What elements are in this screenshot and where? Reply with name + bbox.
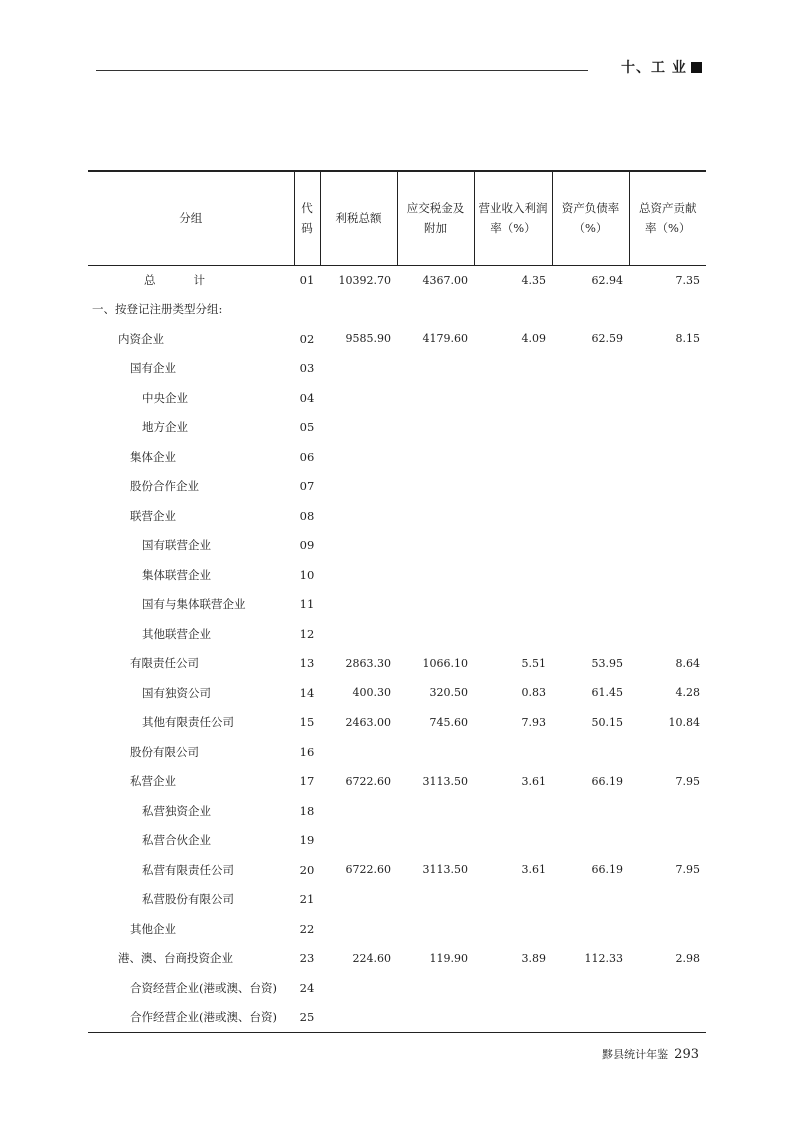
table-row xyxy=(88,944,706,974)
row-label: 私营企业 xyxy=(130,774,176,789)
row-code: 19 xyxy=(299,833,315,848)
row-debt-ratio xyxy=(552,442,629,472)
row-taxes-payable: 745.60 xyxy=(429,715,468,729)
row-taxes-payable xyxy=(397,914,474,944)
row-code: 24 xyxy=(299,980,315,995)
row-profit-margin: 5.51 xyxy=(521,656,546,670)
row-total-tax-profit xyxy=(320,295,397,325)
row-label: 内资企业 xyxy=(118,331,164,346)
row-total-tax-profit xyxy=(320,354,397,384)
row-asset-contribution xyxy=(629,619,706,649)
row-code: 13 xyxy=(299,656,315,671)
row-profit-margin xyxy=(474,619,552,649)
row-taxes-payable xyxy=(397,826,474,856)
row-code: 09 xyxy=(299,538,315,553)
row-total-tax-profit xyxy=(320,1003,397,1033)
row-code: 25 xyxy=(294,1003,320,1033)
row-taxes-payable xyxy=(397,413,474,443)
row-total-tax-profit xyxy=(320,973,397,1003)
row-debt-ratio: 62.59 xyxy=(591,332,623,346)
row-total-tax-profit: 6722.60 xyxy=(345,774,391,788)
section-title xyxy=(621,57,702,77)
row-debt-ratio xyxy=(552,796,629,826)
row-label: 中央企业 xyxy=(142,390,188,405)
row-asset-contribution xyxy=(629,1003,706,1033)
row-label: 国有企业 xyxy=(130,361,176,376)
row-label: 有限责任公司 xyxy=(130,656,199,671)
row-code: 10 xyxy=(299,567,315,582)
row-asset-contribution xyxy=(629,560,706,590)
row-asset-contribution: 8.15 xyxy=(675,332,700,346)
row-debt-ratio: 50.15 xyxy=(591,715,623,729)
row-total-tax-profit xyxy=(320,531,397,561)
row-debt-ratio xyxy=(552,413,629,443)
row-total-tax-profit: 10392.70 xyxy=(338,273,391,287)
row-label: 私营有限责任公司 xyxy=(142,862,234,877)
table-row xyxy=(88,383,706,413)
row-code: 18 xyxy=(299,803,315,818)
row-asset-contribution xyxy=(629,383,706,413)
row-asset-contribution: 2.98 xyxy=(675,951,700,965)
row-debt-ratio xyxy=(552,914,629,944)
row-asset-contribution: 4.28 xyxy=(675,686,700,700)
footer-book-title: 黟县统计年鉴 xyxy=(602,1048,669,1061)
row-code: 21 xyxy=(299,892,315,907)
row-label: 私营合伙企业 xyxy=(142,833,211,848)
table-row xyxy=(88,442,706,472)
row-asset-contribution: 7.95 xyxy=(675,774,700,788)
row-total-tax-profit: 224.60 xyxy=(352,951,391,965)
table-row xyxy=(88,265,706,295)
row-taxes-payable: 1066.10 xyxy=(422,656,468,670)
row-asset-contribution xyxy=(629,737,706,767)
row-total-tax-profit: 2863.30 xyxy=(345,656,391,670)
row-taxes-payable xyxy=(397,737,474,767)
row-label: 其他有限责任公司 xyxy=(142,715,234,730)
row-taxes-payable: 3113.50 xyxy=(422,863,468,877)
col-header-code: 代码 xyxy=(294,171,320,265)
row-code: 23 xyxy=(299,951,315,966)
row-taxes-payable xyxy=(397,442,474,472)
row-debt-ratio xyxy=(552,973,629,1003)
table-row xyxy=(88,472,706,502)
row-label: 地方企业 xyxy=(142,420,188,435)
row-total-tax-profit xyxy=(320,442,397,472)
row-taxes-payable xyxy=(397,796,474,826)
row-total-tax-profit xyxy=(320,413,397,443)
black-square-icon xyxy=(691,62,702,73)
row-total-tax-profit: 2463.00 xyxy=(345,715,391,729)
row-label: 国有独资公司 xyxy=(142,685,211,700)
row-total-tax-profit: 400.30 xyxy=(352,686,391,700)
row-taxes-payable xyxy=(397,295,474,325)
row-debt-ratio: 112.33 xyxy=(584,951,623,965)
table-row xyxy=(88,531,706,561)
row-total-tax-profit xyxy=(320,826,397,856)
row-code: 04 xyxy=(299,390,315,405)
row-label: 集体企业 xyxy=(130,449,176,464)
row-asset-contribution xyxy=(629,973,706,1003)
row-label: 国有联营企业 xyxy=(142,538,211,553)
table-row xyxy=(88,649,706,679)
row-debt-ratio xyxy=(552,531,629,561)
table-header-row xyxy=(88,171,706,265)
row-code: 03 xyxy=(299,361,315,376)
row-label: 其他联营企业 xyxy=(142,626,211,641)
section-title-text: 十、工 业 xyxy=(621,60,687,76)
row-debt-ratio: 61.45 xyxy=(591,686,623,700)
row-asset-contribution xyxy=(629,826,706,856)
row-debt-ratio xyxy=(552,383,629,413)
row-debt-ratio: 62.94 xyxy=(591,273,623,287)
row-debt-ratio xyxy=(552,501,629,531)
row-taxes-payable xyxy=(397,354,474,384)
row-taxes-payable: 3113.50 xyxy=(422,774,468,788)
row-label: 合作经营企业(港或澳、台资) xyxy=(88,1003,294,1033)
row-total-tax-profit xyxy=(320,619,397,649)
row-asset-contribution xyxy=(629,914,706,944)
row-label: 私营独资企业 xyxy=(142,803,211,818)
row-asset-contribution xyxy=(629,501,706,531)
row-profit-margin xyxy=(474,826,552,856)
table-row xyxy=(88,826,706,856)
row-taxes-payable xyxy=(397,560,474,590)
table-row xyxy=(88,501,706,531)
row-taxes-payable: 4367.00 xyxy=(422,273,468,287)
table-row xyxy=(88,590,706,620)
row-code: 16 xyxy=(299,744,315,759)
row-code: 02 xyxy=(299,331,315,346)
table-row xyxy=(88,767,706,797)
col-header-group: 分组 xyxy=(88,171,294,265)
row-total-tax-profit: 9585.90 xyxy=(345,332,391,346)
row-profit-margin: 4.09 xyxy=(521,332,546,346)
row-asset-contribution xyxy=(629,590,706,620)
page-number: 293 xyxy=(674,1047,699,1062)
row-code: 11 xyxy=(299,597,315,612)
row-debt-ratio xyxy=(552,590,629,620)
row-asset-contribution xyxy=(629,295,706,325)
row-taxes-payable xyxy=(397,885,474,915)
row-total-tax-profit xyxy=(320,885,397,915)
row-debt-ratio: 66.19 xyxy=(591,863,623,877)
row-asset-contribution: 8.64 xyxy=(675,656,700,670)
table-row xyxy=(88,324,706,354)
row-taxes-payable: 119.90 xyxy=(429,951,468,965)
row-code: 14 xyxy=(299,685,315,700)
row-code: 22 xyxy=(299,921,315,936)
row-debt-ratio xyxy=(552,560,629,590)
row-profit-margin xyxy=(474,914,552,944)
row-profit-margin xyxy=(474,973,552,1003)
row-taxes-payable: 4179.60 xyxy=(422,332,468,346)
table-row xyxy=(88,678,706,708)
row-total-tax-profit xyxy=(320,501,397,531)
row-taxes-payable xyxy=(397,973,474,1003)
row-total-tax-profit xyxy=(320,472,397,502)
row-profit-margin xyxy=(474,295,552,325)
row-taxes-payable xyxy=(397,472,474,502)
row-profit-margin: 7.93 xyxy=(521,715,546,729)
row-code: 20 xyxy=(299,862,315,877)
row-profit-margin: 4.35 xyxy=(521,273,546,287)
row-profit-margin xyxy=(474,590,552,620)
row-asset-contribution xyxy=(629,472,706,502)
row-taxes-payable xyxy=(397,1003,474,1033)
header-rule xyxy=(96,70,588,71)
row-total-tax-profit xyxy=(320,737,397,767)
row-asset-contribution: 7.95 xyxy=(675,863,700,877)
row-label: 其他企业 xyxy=(130,921,176,936)
row-profit-margin xyxy=(474,885,552,915)
row-total-tax-profit xyxy=(320,796,397,826)
row-asset-contribution xyxy=(629,442,706,472)
row-asset-contribution xyxy=(629,531,706,561)
table-row xyxy=(88,708,706,738)
row-taxes-payable xyxy=(397,501,474,531)
table-row xyxy=(88,914,706,944)
row-label: 一、按登记注册类型分组: xyxy=(92,302,223,317)
row-asset-contribution xyxy=(629,354,706,384)
row-profit-margin xyxy=(474,501,552,531)
col-header-profit-margin: 营业收入利润率（%） xyxy=(474,171,552,265)
row-debt-ratio: 66.19 xyxy=(591,774,623,788)
row-profit-margin xyxy=(474,354,552,384)
col-header-asset-contribution: 总资产贡献率（%） xyxy=(629,171,706,265)
row-label: 私营股份有限公司 xyxy=(142,892,234,907)
row-debt-ratio xyxy=(552,826,629,856)
row-profit-margin xyxy=(474,472,552,502)
row-asset-contribution: 10.84 xyxy=(668,715,700,729)
row-asset-contribution xyxy=(629,885,706,915)
table-row xyxy=(88,354,706,384)
table-row xyxy=(88,796,706,826)
row-asset-contribution: 7.35 xyxy=(675,273,700,287)
page-footer xyxy=(602,1046,699,1062)
statistics-table xyxy=(88,170,706,1033)
table-row xyxy=(88,295,706,325)
row-debt-ratio xyxy=(552,472,629,502)
table-row xyxy=(88,973,706,1003)
table-row xyxy=(88,560,706,590)
row-label: 合资经营企业(港或澳、台资) xyxy=(130,980,277,995)
col-header-total-tax-profit: 利税总额 xyxy=(320,171,397,265)
row-profit-margin xyxy=(474,383,552,413)
row-code: 07 xyxy=(299,479,315,494)
row-debt-ratio xyxy=(552,295,629,325)
table-row xyxy=(88,885,706,915)
table-row xyxy=(88,413,706,443)
row-asset-contribution xyxy=(629,413,706,443)
row-debt-ratio xyxy=(552,737,629,767)
row-debt-ratio xyxy=(552,354,629,384)
row-code xyxy=(294,295,320,325)
row-code: 05 xyxy=(299,420,315,435)
row-profit-margin: 3.61 xyxy=(521,863,546,877)
row-profit-margin: 3.89 xyxy=(521,951,546,965)
row-profit-margin xyxy=(474,413,552,443)
row-label: 集体联营企业 xyxy=(142,567,211,582)
row-code: 06 xyxy=(299,449,315,464)
table-row xyxy=(88,619,706,649)
row-debt-ratio: 53.95 xyxy=(591,656,623,670)
row-label: 联营企业 xyxy=(130,508,176,523)
row-code: 15 xyxy=(299,715,315,730)
row-debt-ratio xyxy=(552,1003,629,1033)
row-label: 股份有限公司 xyxy=(130,744,199,759)
row-debt-ratio xyxy=(552,619,629,649)
row-taxes-payable xyxy=(397,590,474,620)
table-row xyxy=(88,1003,706,1033)
row-total-tax-profit xyxy=(320,560,397,590)
row-profit-margin: 3.61 xyxy=(521,774,546,788)
table-row xyxy=(88,855,706,885)
row-profit-margin: 0.83 xyxy=(521,686,546,700)
table-body xyxy=(88,265,706,1032)
row-code: 01 xyxy=(299,273,315,287)
row-taxes-payable xyxy=(397,619,474,649)
row-total-tax-profit xyxy=(320,383,397,413)
row-total-tax-profit xyxy=(320,914,397,944)
row-taxes-payable xyxy=(397,531,474,561)
row-profit-margin xyxy=(474,1003,552,1033)
row-total-tax-profit: 6722.60 xyxy=(345,863,391,877)
row-label: 总计 xyxy=(144,273,243,287)
row-code: 12 xyxy=(299,626,315,641)
row-total-tax-profit xyxy=(320,590,397,620)
col-header-taxes-payable: 应交税金及附加 xyxy=(397,171,474,265)
row-code: 17 xyxy=(299,774,315,789)
row-label: 股份合作企业 xyxy=(130,479,199,494)
row-taxes-payable: 320.50 xyxy=(429,686,468,700)
col-header-debt-ratio: 资产负债率（%） xyxy=(552,171,629,265)
row-profit-margin xyxy=(474,442,552,472)
row-taxes-payable xyxy=(397,383,474,413)
table-row xyxy=(88,737,706,767)
row-label: 国有与集体联营企业 xyxy=(142,597,246,612)
row-asset-contribution xyxy=(629,796,706,826)
row-profit-margin xyxy=(474,531,552,561)
row-code: 08 xyxy=(299,508,315,523)
row-profit-margin xyxy=(474,796,552,826)
row-profit-margin xyxy=(474,737,552,767)
row-profit-margin xyxy=(474,560,552,590)
row-debt-ratio xyxy=(552,885,629,915)
row-label: 港、澳、台商投资企业 xyxy=(118,951,233,966)
